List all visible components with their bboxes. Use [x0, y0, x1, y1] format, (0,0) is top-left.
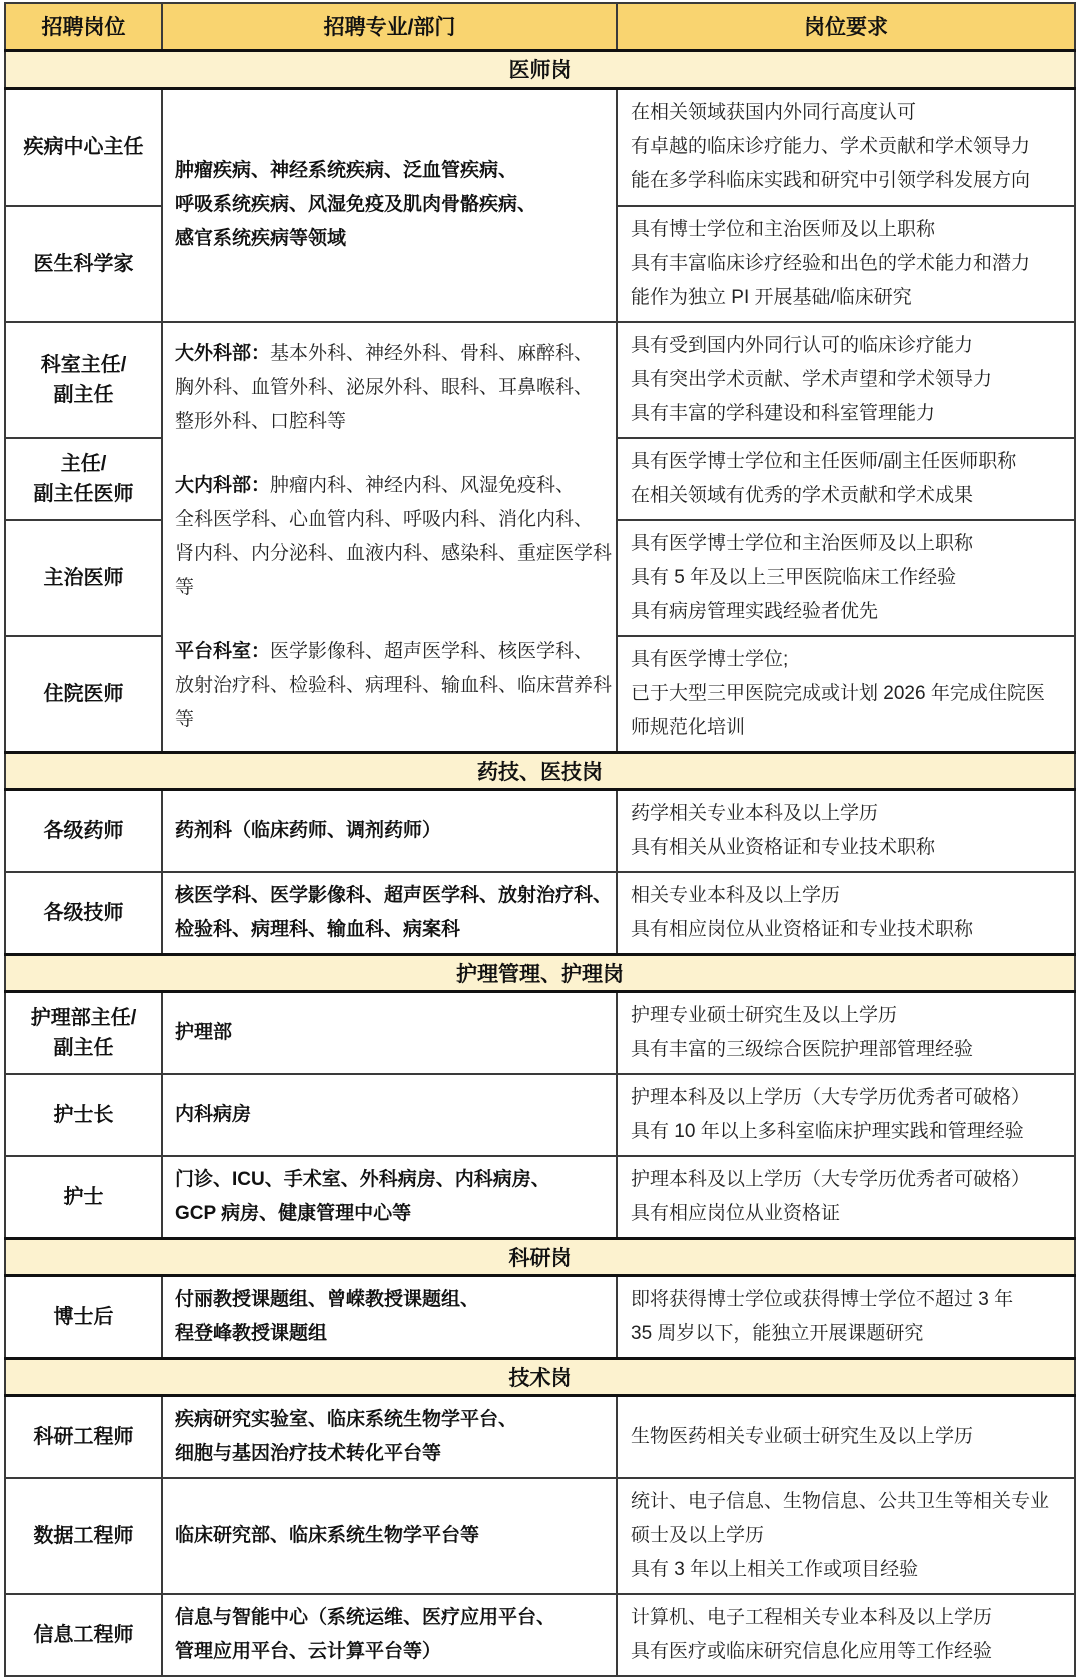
text-line: 基本外科、神经外科、骨科、麻醉科、 [270, 343, 594, 364]
text-line: 具有相关从业资格证和专业技术职称 [631, 837, 936, 858]
requirements-cell-disease-center-director [617, 88, 1075, 206]
text-line: 硕士及以上学历 [631, 1525, 765, 1546]
section-header-physician: 医师岗 [5, 50, 1075, 88]
position-label: 护理部主任/ [30, 1007, 137, 1029]
dept-paragraph-surgery [175, 337, 612, 439]
text-line: 等 [175, 709, 195, 730]
text-line: 付丽教授课题组、曾嵘教授课题组、 [175, 1289, 480, 1310]
position-label: 信息工程师 [33, 1624, 134, 1646]
department-cell-pharmacist [162, 790, 617, 873]
text-line: 核医学科、医学影像科、超声医学科、放射治疗科、 [175, 885, 613, 906]
text-line: 呼吸系统疾病、风湿免疫及肌肉骨骼疾病、 [175, 194, 537, 216]
text-line: 整形外科、口腔科等 [175, 411, 347, 432]
text-line: 全科医学科、心血管内科、呼吸内科、消化内科、 [175, 509, 594, 530]
text-line: 疾病研究实验室、临床系统生物学平台、 [175, 1409, 518, 1430]
table-row [5, 872, 1075, 955]
text-line: 具有相应岗位从业资格证 [631, 1203, 841, 1224]
column-header-requirements: 岗位要求 [617, 3, 1075, 50]
text-line: 放射治疗科、检验科、病理科、输血科、临床营养科 [175, 675, 613, 696]
text-line: 程登峰教授课题组 [175, 1323, 328, 1344]
text-line: 肾内科、内分泌科、血液内科、感染科、重症医学科 [175, 543, 613, 564]
text-line: 即将获得博士学位或获得博士学位不超过 3 年 [631, 1289, 1014, 1310]
department-cell-head-nurse [162, 1074, 617, 1156]
department-cell-research-engineer [162, 1396, 617, 1479]
table-row [5, 88, 1075, 206]
text-line: 肿瘤内科、神经内科、风湿免疫科、 [270, 475, 575, 496]
text-line: 药学相关专业本科及以上学历 [631, 803, 879, 824]
section-header-nursing: 护理管理、护理岗 [5, 955, 1075, 992]
table-row [5, 1156, 1075, 1239]
text-line: 内科病房 [175, 1104, 252, 1125]
dept-paragraph-platform [175, 635, 612, 737]
position-label: 疾病中心主任 [23, 136, 144, 159]
requirements-cell-postdoc [617, 1276, 1075, 1359]
requirements-cell-research-engineer [617, 1396, 1075, 1479]
dept-lead: 大内科部： [175, 475, 271, 496]
position-cell-nurse [5, 1156, 162, 1239]
text-line: 具有丰富的三级综合医院护理部管理经验 [631, 1039, 974, 1060]
position-label: 数据工程师 [33, 1525, 134, 1547]
text-line: 生物医药相关专业硕士研究生及以上学历 [631, 1426, 974, 1447]
position-cell-chief-physician [5, 438, 162, 520]
section-row-technology [5, 1359, 1075, 1396]
position-label: 副主任 [53, 1037, 114, 1059]
text-line: 具有相应岗位从业资格证和专业技术职称 [631, 919, 974, 940]
requirements-cell-nursing-dept-director [617, 992, 1075, 1075]
dept-lead: 平台科室： [175, 641, 271, 662]
text-line: 具有 5 年及以上三甲医院临床工作经验 [631, 567, 957, 588]
table-row [5, 322, 1075, 438]
text-line: 计算机、电子工程相关专业本科及以上学历 [631, 1607, 993, 1628]
requirements-cell-nurse [617, 1156, 1075, 1239]
position-cell-technician [5, 872, 162, 955]
position-label: 医生科学家 [33, 253, 134, 275]
section-row-physician [5, 50, 1075, 88]
requirements-cell-physician-scientist [617, 206, 1075, 322]
text-line: 肿瘤疾病、神经系统疾病、泛血管疾病、 [175, 160, 518, 182]
text-line: 具有病房管理实践经验者优先 [631, 601, 879, 622]
text-line: 护理本科及以上学历（大专学历优秀者可破格） [631, 1169, 1031, 1190]
text-line: 在相关领域有优秀的学术贡献和学术成果 [631, 485, 974, 506]
text-line: 在相关领域获国内外同行高度认可 [631, 102, 917, 124]
position-cell-information-engineer [5, 1594, 162, 1676]
position-cell-department-director [5, 322, 162, 438]
position-label: 主任/ [60, 453, 107, 475]
requirements-cell-chief-physician [617, 438, 1075, 520]
text-line: 有卓越的临床诊疗能力、学术贡献和学术领导力 [631, 136, 1031, 158]
requirements-cell-head-nurse [617, 1074, 1075, 1156]
department-cell-nurse [162, 1156, 617, 1239]
department-cell-technician [162, 872, 617, 955]
text-line: 已于大型三甲医院完成或计划 2026 年完成住院医 [631, 683, 1045, 704]
position-cell-physician-scientist [5, 206, 162, 322]
position-cell-head-nurse [5, 1074, 162, 1156]
section-header-pharmacy-tech: 药技、医技岗 [5, 753, 1075, 790]
department-cell-information-engineer [162, 1594, 617, 1676]
department-cell-nursing-dept [162, 992, 617, 1075]
requirements-cell-data-engineer [617, 1478, 1075, 1594]
text-line: 具有丰富临床诊疗经验和出色的学术能力和潜力 [631, 253, 1031, 274]
column-header-position: 招聘岗位 [5, 3, 162, 50]
position-cell-postdoc [5, 1276, 162, 1359]
position-cell-resident-physician [5, 636, 162, 753]
text-line: 临床研究部、临床系统生物学平台等 [175, 1525, 480, 1546]
department-cell-postdoc [162, 1276, 617, 1359]
text-line: 具有 10 年以上多科室临床护理实践和管理经验 [631, 1121, 1024, 1142]
position-cell-research-engineer [5, 1396, 162, 1479]
text-line: 具有博士学位和主治医师及以上职称 [631, 219, 936, 240]
text-line: 具有突出学术贡献、学术声望和学术领导力 [631, 369, 993, 390]
requirements-cell-resident-physician [617, 636, 1075, 753]
requirements-cell-department-director [617, 322, 1075, 438]
position-cell-data-engineer [5, 1478, 162, 1594]
text-line: 管理应用平台、云计算平台等） [175, 1641, 442, 1662]
text-line: 护理本科及以上学历（大专学历优秀者可破格） [631, 1087, 1031, 1108]
text-line: 感官系统疾病等领域 [175, 228, 347, 250]
position-label: 主治医师 [43, 567, 124, 589]
text-line: 护理部 [175, 1022, 233, 1043]
text-line: 具有医学博士学位; [631, 649, 789, 670]
table-row [5, 1594, 1075, 1676]
text-line: 细胞与基因治疗技术转化平台等 [175, 1443, 442, 1464]
position-label: 副主任 [53, 384, 114, 406]
requirements-cell-technician [617, 872, 1075, 955]
department-cell-clinical-departments [162, 322, 617, 753]
position-cell-pharmacist [5, 790, 162, 873]
position-cell-nursing-dept-director [5, 992, 162, 1075]
text-line: 具有受到国内外同行认可的临床诊疗能力 [631, 335, 974, 356]
position-label: 护士长 [53, 1104, 114, 1126]
text-line: 统计、电子信息、生物信息、公共卫生等相关专业 [631, 1491, 1050, 1512]
position-label: 护士 [63, 1186, 104, 1208]
dept-lead: 大外科部： [175, 343, 271, 364]
position-label: 各级技师 [43, 902, 124, 924]
text-line: 师规范化培训 [631, 717, 746, 738]
position-label: 各级药师 [43, 820, 124, 842]
department-cell-disease-areas [162, 88, 617, 322]
text-line: 能在多学科临床实践和研究中引领学科发展方向 [631, 170, 1031, 192]
text-line: 门诊、ICU、手术室、外科病房、内科病房、 [175, 1169, 550, 1190]
dept-paragraph-internal-medicine [175, 469, 612, 605]
column-header-department: 招聘专业/部门 [162, 3, 617, 50]
section-row-nursing [5, 955, 1075, 992]
text-line: 具有医学博士学位和主治医师及以上职称 [631, 533, 974, 554]
section-row-pharmacy-tech [5, 753, 1075, 790]
table-row [5, 790, 1075, 873]
table-row [5, 1478, 1075, 1594]
position-label: 博士后 [53, 1306, 114, 1328]
text-line: GCP 病房、健康管理中心等 [175, 1203, 412, 1224]
text-line: 胸外科、血管外科、泌尿外科、眼科、耳鼻喉科、 [175, 377, 594, 398]
text-line: 具有医学博士学位和主任医师/副主任医师职称 [631, 451, 1017, 472]
text-line: 能作为独立 PI 开展基础/临床研究 [631, 287, 912, 308]
position-label: 住院医师 [43, 683, 124, 705]
position-cell-attending-physician [5, 520, 162, 636]
header-row [5, 3, 1075, 50]
department-cell-data-engineer [162, 1478, 617, 1594]
text-line: 信息与智能中心（系统运维、医疗应用平台、 [175, 1607, 556, 1628]
text-line: 具有丰富的学科建设和科室管理能力 [631, 403, 936, 424]
text-line: 护理专业硕士研究生及以上学历 [631, 1005, 898, 1026]
table-row [5, 1074, 1075, 1156]
section-header-research: 科研岗 [5, 1239, 1075, 1276]
requirements-cell-pharmacist [617, 790, 1075, 873]
requirements-cell-information-engineer [617, 1594, 1075, 1676]
table-row [5, 992, 1075, 1075]
text-line: 等 [175, 577, 195, 598]
table-row [5, 1396, 1075, 1479]
text-line: 具有医疗或临床研究信息化应用等工作经验 [631, 1641, 993, 1662]
requirements-cell-attending-physician [617, 520, 1075, 636]
text-line: 检验科、病理科、输血科、病案科 [175, 919, 461, 940]
position-label: 副主任医师 [33, 483, 134, 505]
text-line: 35 周岁以下，能独立开展课题研究 [631, 1323, 924, 1344]
text-line: 具有 3 年以上相关工作或项目经验 [631, 1559, 919, 1580]
text-line: 相关专业本科及以上学历 [631, 885, 841, 906]
recruitment-table [4, 2, 1076, 1677]
position-cell-disease-center-director [5, 88, 162, 206]
section-row-research [5, 1239, 1075, 1276]
section-header-technology: 技术岗 [5, 1359, 1075, 1396]
position-label: 科室主任/ [40, 354, 127, 376]
text-line: 药剂科（临床药师、调剂药师） [175, 820, 442, 841]
table-row [5, 1276, 1075, 1359]
text-line: 医学影像科、超声医学科、核医学科、 [270, 641, 594, 662]
position-label: 科研工程师 [33, 1426, 134, 1448]
